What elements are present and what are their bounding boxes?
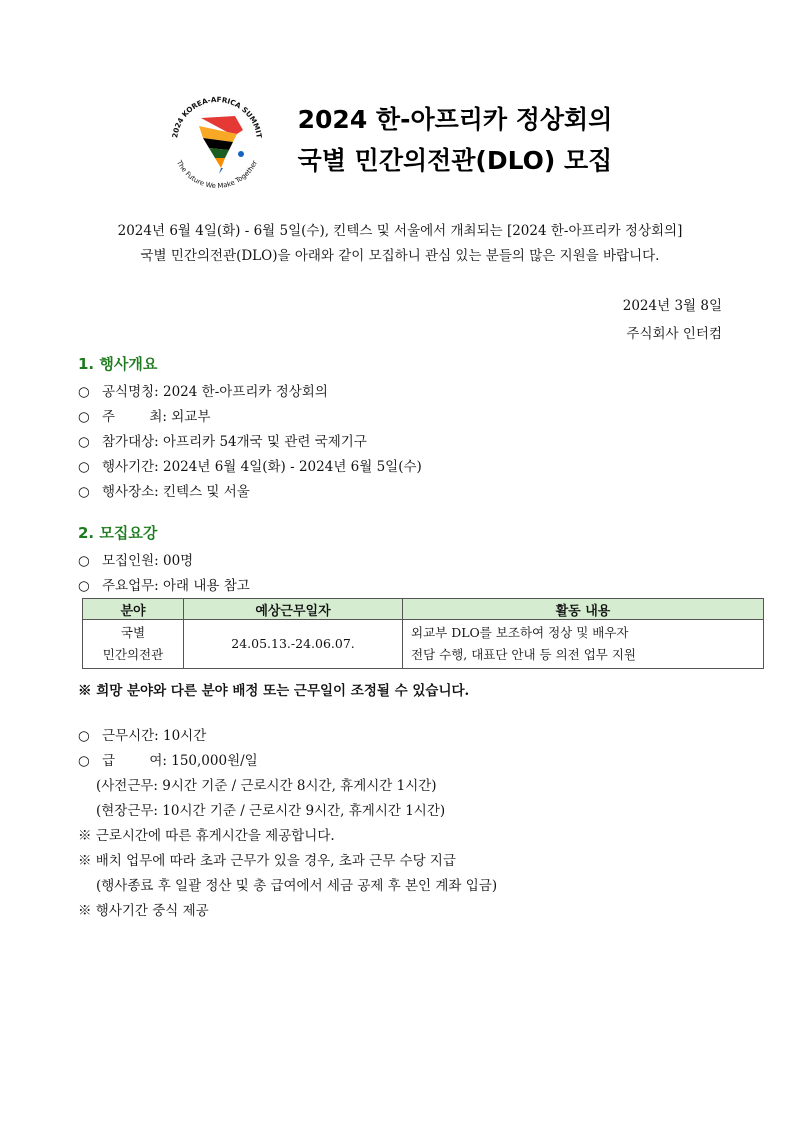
intro-paragraph-line1: 2024년 6월 4일(화) - 6월 5일(수), 킨텍스 및 서울에서 개최되는 [2024 한-아프리카 정상회의] [117,223,683,239]
note-overtime: ※ 배치 업무에 따라 초과 근무가 있을 경우, 초과 근무 수당 지급 [78,853,456,869]
logo-ring-text-bottom: The Future We Make Together [174,159,260,191]
table-header-field: 분야 [83,599,184,620]
circle-bullet-icon: ○ [78,409,90,425]
circle-bullet-icon: ○ [78,434,90,450]
circle-bullet-icon: ○ [78,459,90,475]
note-lunch: ※ 행사기간 중식 제공 [78,903,209,919]
list-item: ○ 주 최: 외교부 [78,409,211,425]
list-item: ○ 근무시간: 10시간 [78,728,207,744]
logo-ring-text-top: 2024 KOREA-AFRICA SUMMIT [170,94,264,139]
note-rest-time: ※ 근로시간에 따른 휴게시간을 제공합니다. [78,828,335,844]
section-heading-overview: 1. 행사개요 [78,355,158,373]
note-overtime-detail: (행사종료 후 일괄 정산 및 총 급여에서 세금 공제 후 본인 계좌 입금) [96,878,498,894]
circle-bullet-icon: ○ [78,553,90,569]
list-item: ○ 행사장소: 킨텍스 및 서울 [78,484,250,500]
assignment-notice: ※ 희망 분야와 다른 분야 배정 또는 근무일이 조정될 수 있습니다. [78,683,470,699]
pay-detail-onsite: (현장근무: 10시간 기준 / 근로시간 9시간, 휴게시간 1시간) [96,803,446,819]
document-title-line2: 국별 민간의전관(DLO) 모집 [297,146,613,175]
list-item: ○ 행사기간: 2024년 6월 4일(화) - 2024년 6월 5일(수) [78,459,422,475]
circle-bullet-icon: ○ [78,753,90,769]
list-item: ○ 참가대상: 아프리카 54개국 및 관련 국제기구 [78,434,367,450]
pay-detail-pre-work: (사전근무: 9시간 기준 / 근로시간 8시간, 휴게시간 1시간) [96,778,437,794]
table-cell-dates: 24.05.13.-24.06.07. [184,620,403,669]
publish-date: 2024년 3월 8일 [622,298,722,314]
circle-bullet-icon: ○ [78,728,90,744]
circle-bullet-icon: ○ [78,384,90,400]
table-header-activity: 활동 내용 [403,599,764,620]
list-item: ○ 모집인원: 00명 [78,553,194,569]
table-header-row [83,599,764,620]
company-name: 주식회사 인터컴 [626,326,722,342]
intro-paragraph-line2: 국별 민간의전관(DLO)을 아래와 같이 모집하니 관심 있는 분들의 많은 지원을 바랍니다. [140,248,660,264]
section-heading-recruitment: 2. 모집요강 [78,524,158,542]
document-title-line1: 2024 한-아프리카 정상회의 [297,105,613,134]
table-row [83,620,764,669]
list-item: ○ 공식명칭: 2024 한-아프리카 정상회의 [78,384,328,400]
summit-logo [163,88,271,196]
list-item: ○ 주요업무: 아래 내용 참고 [78,578,250,594]
table-cell-field: 국별 민간의전관 [83,620,184,669]
circle-bullet-icon: ○ [78,578,90,594]
circle-bullet-icon: ○ [78,484,90,500]
activity-table [82,598,764,669]
table-header-dates: 예상근무일자 [184,599,403,620]
list-item: ○ 급 여: 150,000원/일 [78,753,258,769]
table-cell-activity: 외교부 DLO를 보조하여 정상 및 배우자 전담 수행, 대표단 안내 등 의전 업무 지원 [403,620,764,669]
